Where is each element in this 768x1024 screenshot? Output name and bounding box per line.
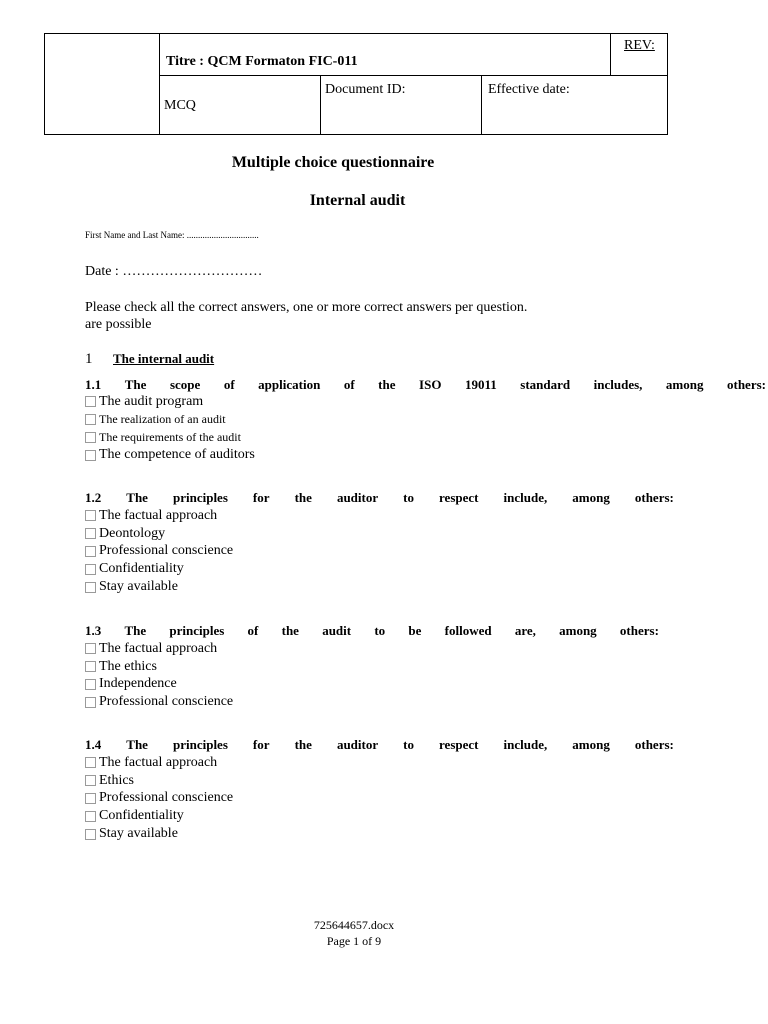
question-word: for <box>252 490 270 505</box>
question-word: principles <box>172 490 228 505</box>
checkbox[interactable] <box>85 775 96 786</box>
answer-option <box>85 578 233 596</box>
option-list <box>85 507 233 596</box>
question-word: others: <box>619 623 659 638</box>
instructions-line-2: are possible <box>85 317 152 332</box>
checkbox[interactable] <box>85 661 96 672</box>
question-word: among <box>572 737 610 752</box>
question-word: auditor <box>336 490 379 505</box>
checkbox[interactable] <box>85 450 96 461</box>
answer-option <box>85 658 233 676</box>
question-word: audit <box>322 623 352 638</box>
option-label: Stay available <box>99 579 178 595</box>
option-label: Confidentiality <box>99 561 184 577</box>
question-word: of <box>247 623 259 638</box>
question-heading <box>85 377 766 393</box>
option-label: The audit program <box>99 393 204 409</box>
question-word: respect <box>439 737 479 752</box>
option-label: The requirements of the audit <box>99 429 241 444</box>
header-document-id: Document ID: <box>321 76 482 135</box>
question-heading <box>85 490 674 506</box>
answer-option <box>85 754 233 772</box>
question-word: among <box>559 623 597 638</box>
question-word: include, <box>503 490 548 505</box>
option-label: Independence <box>99 676 177 692</box>
question-word: others: <box>634 737 674 752</box>
checkbox[interactable] <box>85 697 96 708</box>
question-word: among <box>665 377 704 392</box>
checkbox[interactable] <box>85 546 96 557</box>
option-label: Professional conscience <box>99 543 234 559</box>
checkbox[interactable] <box>85 510 96 521</box>
question-word: respect <box>439 490 479 505</box>
logo-cell <box>45 34 160 135</box>
question-word: 1.4 <box>85 737 102 752</box>
checkbox[interactable] <box>85 582 96 593</box>
page-subtitle: Internal audit <box>309 192 406 209</box>
answer-option <box>85 640 233 658</box>
question-word: The <box>124 377 147 392</box>
document-header-table <box>44 33 668 135</box>
checkbox[interactable] <box>85 829 96 840</box>
option-list <box>85 393 255 464</box>
name-field[interactable]: First Name and Last Name: ................................ <box>85 230 259 240</box>
option-label: The competence of auditors <box>99 447 255 463</box>
question-word: to <box>403 737 414 752</box>
question-heading <box>85 623 659 639</box>
question-word: auditor <box>336 737 379 752</box>
option-label: Professional conscience <box>99 790 234 806</box>
page-title: Multiple choice questionnaire <box>231 154 435 171</box>
question-word: scope <box>169 377 201 392</box>
answer-option <box>85 772 233 790</box>
header-title: Titre : QCM Formaton FIC-011 <box>160 34 611 76</box>
answer-option <box>85 446 255 464</box>
section-heading <box>85 351 214 368</box>
question-word: principles <box>172 737 228 752</box>
option-label: The factual approach <box>99 507 218 523</box>
question-word: the <box>378 377 396 392</box>
option-label: Stay available <box>99 826 178 842</box>
date-field[interactable]: Date : ………………………… <box>85 264 263 279</box>
option-label: Ethics <box>99 772 134 788</box>
checkbox[interactable] <box>85 564 96 575</box>
instructions <box>85 299 545 333</box>
question-word: 1.1 <box>85 377 102 392</box>
question-word: of <box>343 377 355 392</box>
footer-page-number: Page 1 of 9 <box>326 934 382 948</box>
question-word: for <box>252 737 270 752</box>
question-word: standard <box>520 377 571 392</box>
answer-option <box>85 543 233 561</box>
question-word: to <box>403 490 414 505</box>
question-word: the <box>281 623 299 638</box>
answer-option <box>85 676 233 694</box>
option-label: Confidentiality <box>99 808 184 824</box>
instructions-line-1: Please check all the correct answers, one or more correct answers per question. <box>85 300 528 315</box>
question-word: application <box>258 377 321 392</box>
question-word: include, <box>503 737 548 752</box>
answer-option <box>85 429 255 447</box>
question-word: principles <box>169 623 225 638</box>
answer-option <box>85 411 255 429</box>
answer-option <box>85 790 233 808</box>
checkbox[interactable] <box>85 679 96 690</box>
option-label: Deontology <box>99 525 166 541</box>
option-list <box>85 754 233 843</box>
answer-option <box>85 393 255 411</box>
header-rev: REV: <box>611 34 668 76</box>
answer-option <box>85 525 233 543</box>
checkbox[interactable] <box>85 643 96 654</box>
header-effective-date: Effective date: <box>482 76 668 135</box>
question-word: to <box>374 623 386 638</box>
option-label: The factual approach <box>99 754 218 770</box>
option-label: Professional conscience <box>99 694 234 710</box>
question-word: 1.3 <box>85 623 102 638</box>
checkbox[interactable] <box>85 757 96 768</box>
question-word: be <box>408 623 422 638</box>
question-word: ISO <box>419 377 442 392</box>
option-list <box>85 640 233 711</box>
question-word: are, <box>514 623 536 638</box>
question-word: among <box>572 490 610 505</box>
checkbox[interactable] <box>85 793 96 804</box>
question-word: of <box>223 377 235 392</box>
option-label: The realization of an audit <box>99 412 226 427</box>
checkbox[interactable] <box>85 528 96 539</box>
question-word: the <box>294 737 312 752</box>
checkbox[interactable] <box>85 432 96 443</box>
question-word: followed <box>444 623 492 638</box>
question-word: 19011 <box>464 377 497 392</box>
checkbox[interactable] <box>85 396 96 407</box>
page-footer <box>0 917 708 949</box>
answer-option <box>85 560 233 578</box>
answer-option <box>85 807 233 825</box>
question-word: includes, <box>593 377 643 392</box>
section-number: 1 <box>85 351 93 367</box>
answer-option <box>85 825 233 843</box>
option-label: The ethics <box>99 658 157 674</box>
question-heading <box>85 737 674 753</box>
header-mcq: MCQ <box>160 76 321 135</box>
answer-option <box>85 507 233 525</box>
option-label: The factual approach <box>99 640 218 656</box>
section-label: The internal audit <box>113 351 215 366</box>
checkbox[interactable] <box>85 414 96 425</box>
question-word: The <box>126 490 148 505</box>
checkbox[interactable] <box>85 811 96 822</box>
question-word: others: <box>727 377 766 392</box>
footer-filename: 725644657.docx <box>313 918 395 932</box>
question-word: The <box>124 623 147 638</box>
question-word: others: <box>634 490 674 505</box>
question-word: the <box>294 490 312 505</box>
answer-option <box>85 693 233 711</box>
question-word: 1.2 <box>85 490 102 505</box>
question-word: The <box>126 737 148 752</box>
